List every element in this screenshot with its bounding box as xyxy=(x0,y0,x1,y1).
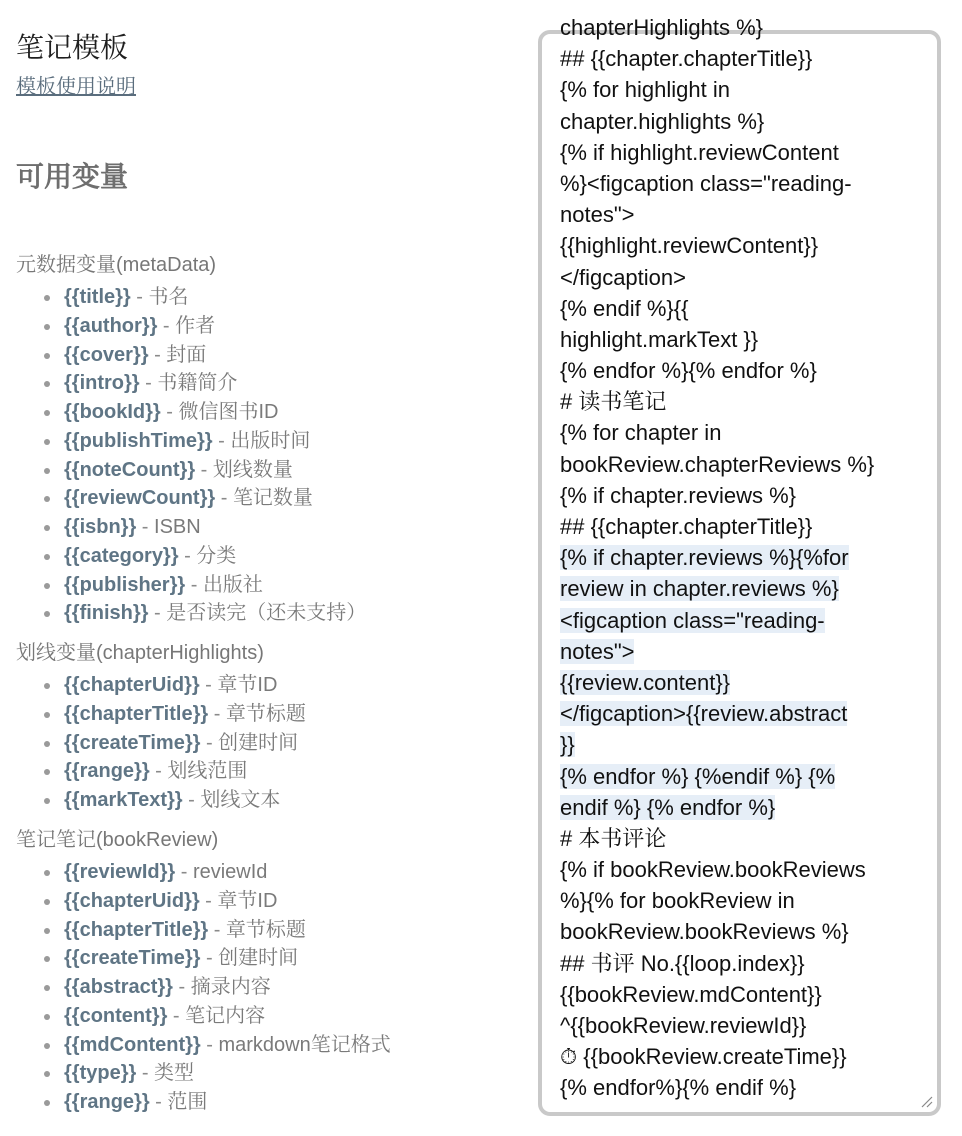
editor-line xyxy=(560,511,927,542)
selected-text: {{review.content}} xyxy=(560,669,731,695)
editor-line xyxy=(560,761,927,792)
editor-line xyxy=(560,573,927,604)
variable-item xyxy=(16,916,391,945)
variable-item xyxy=(16,1031,391,1060)
template-editor-content[interactable] xyxy=(560,12,927,1104)
variable-separator: - xyxy=(200,947,219,970)
editor-line xyxy=(560,542,927,573)
editor-line xyxy=(560,293,927,324)
metadata-variable-list xyxy=(16,283,366,628)
available-variables-heading: 可用变量 xyxy=(16,161,129,192)
variable-separator: - xyxy=(212,429,231,452)
variable-item xyxy=(16,1059,391,1088)
variable-separator: - xyxy=(148,602,167,625)
variable-item xyxy=(16,944,391,973)
editor-line-text: bookReview.chapterReviews %} xyxy=(560,451,875,477)
variable-description: 分类 xyxy=(196,544,237,567)
template-editor[interactable] xyxy=(538,15,941,1116)
variable-item xyxy=(16,484,366,513)
variable-item xyxy=(16,973,391,1002)
editor-line-text: # 本书评论 xyxy=(560,825,667,851)
editor-line xyxy=(560,1041,927,1072)
editor-line xyxy=(560,417,927,448)
editor-line-text: ## {{chapter.chapterTitle}} xyxy=(560,46,813,72)
editor-line-text: {% if bookReview.bookReviews xyxy=(560,857,866,883)
variable-separator: - xyxy=(149,1091,168,1113)
variable-description: 创建时间 xyxy=(218,947,299,970)
variable-description: 书籍简介 xyxy=(157,372,238,395)
variable-separator: - xyxy=(208,702,226,725)
selected-text: {% if chapter.reviews %}{%for xyxy=(560,545,849,571)
variable-description: 章节ID xyxy=(217,674,278,696)
selected-text: <figcaption class="reading- xyxy=(560,607,825,633)
variable-name: {{isbn}} xyxy=(64,516,137,538)
variable-name: {{chapterTitle}} xyxy=(64,918,209,941)
editor-line-text: ^{{bookReview.reviewId}} xyxy=(560,1013,807,1038)
editor-line-text: %}<figcaption class="reading- xyxy=(560,170,852,196)
editor-line xyxy=(560,199,927,230)
variable-item xyxy=(16,887,391,916)
variable-separator: - xyxy=(199,889,218,912)
editor-line-text: %}{% for bookReview in xyxy=(560,888,795,914)
variable-description: 是否读完（还未支持） xyxy=(166,602,367,625)
variable-name: {{chapterTitle}} xyxy=(64,702,209,725)
variable-separator: - xyxy=(215,487,233,510)
variable-description: 划线数量 xyxy=(212,458,293,481)
bookreview-group-title: 笔记笔记(bookReview) xyxy=(16,829,219,851)
resize-handle-icon[interactable] xyxy=(919,1094,933,1108)
variable-description: 章节标题 xyxy=(225,918,306,941)
variable-name: {{mdContent}} xyxy=(64,1033,201,1056)
variable-item xyxy=(16,1002,391,1031)
variable-separator: - xyxy=(185,573,203,596)
bookreview-variable-list xyxy=(16,858,391,1117)
variable-separator: - xyxy=(199,674,218,696)
editor-line xyxy=(560,168,927,199)
editor-line-text: bookReview.bookReviews %} xyxy=(560,919,849,945)
variable-item xyxy=(16,858,391,887)
variable-separator: - xyxy=(139,372,158,395)
editor-line xyxy=(560,1072,927,1103)
editor-line-text: highlight.markText }} xyxy=(560,326,759,352)
variable-description: markdown笔记格式 xyxy=(218,1033,391,1056)
variable-separator: - xyxy=(157,314,176,337)
editor-line xyxy=(560,386,927,417)
variable-name: {{createTime}} xyxy=(64,947,201,970)
variable-item xyxy=(16,786,306,815)
variable-separator: - xyxy=(208,918,226,941)
variable-item xyxy=(16,542,366,571)
variable-name: {{bookId}} xyxy=(64,401,161,423)
editor-line xyxy=(560,948,927,979)
editor-line-text: {% for highlight in xyxy=(560,77,730,103)
variable-item xyxy=(16,571,366,600)
editor-line-text: {% endfor%}{% endif %} xyxy=(560,1075,797,1101)
variable-description: reviewId xyxy=(192,861,268,883)
variable-name: {{finish}} xyxy=(64,602,149,625)
variable-description: 划线文本 xyxy=(200,789,281,811)
variable-name: {{reviewCount}} xyxy=(64,487,216,510)
variable-description: 划线范围 xyxy=(167,760,248,783)
metadata-group-title: 元数据变量(metaData) xyxy=(16,254,217,276)
variable-name: {{chapterUid}} xyxy=(64,674,200,696)
editor-line-text: {{bookReview.mdContent}} xyxy=(560,981,822,1007)
editor-line-text: chapter.highlights %} xyxy=(560,108,765,134)
editor-line xyxy=(560,823,927,854)
editor-line-text: chapterHighlights %} xyxy=(560,15,764,40)
variable-description: 作者 xyxy=(175,314,216,337)
variable-name: {{intro}} xyxy=(64,372,140,395)
variable-item xyxy=(16,513,366,542)
editor-line xyxy=(560,979,927,1010)
editor-line xyxy=(560,480,927,511)
variable-description: 微信图书ID xyxy=(178,401,279,423)
variable-separator: - xyxy=(200,731,219,754)
variable-item xyxy=(16,341,366,370)
selected-text: {% endfor %} {%endif %} {% xyxy=(560,763,836,789)
variable-name: {{title}} xyxy=(64,286,131,308)
editor-line xyxy=(560,449,927,480)
variable-separator: - xyxy=(136,516,155,538)
selected-text: review in chapter.reviews %} xyxy=(560,576,839,602)
variable-description: 出版时间 xyxy=(230,429,311,452)
variable-description: 范围 xyxy=(167,1091,208,1113)
variable-name: {{author}} xyxy=(64,314,158,337)
variable-description: 摘录内容 xyxy=(190,976,271,998)
editor-line xyxy=(560,324,927,355)
variable-separator: - xyxy=(149,760,168,783)
variable-description: 笔记内容 xyxy=(185,1004,266,1027)
variable-name: {{range}} xyxy=(64,760,150,783)
variable-name: {{markText}} xyxy=(64,789,183,811)
editor-line xyxy=(560,106,927,137)
variable-separator: - xyxy=(175,861,193,883)
selected-text: }} xyxy=(560,732,575,758)
variable-description: 笔记数量 xyxy=(232,487,313,510)
variable-description: 封面 xyxy=(166,343,207,366)
variables-panel xyxy=(16,0,516,1136)
variable-item xyxy=(16,427,366,456)
variable-name: {{range}} xyxy=(64,1091,150,1113)
variable-separator: - xyxy=(172,976,191,998)
variable-description: 出版社 xyxy=(202,573,263,596)
editor-line-text: {% for chapter in xyxy=(560,420,722,446)
variable-separator: - xyxy=(148,343,167,366)
variable-item xyxy=(16,369,366,398)
variable-item xyxy=(16,599,366,628)
variable-separator: - xyxy=(178,544,197,567)
editor-line xyxy=(560,729,927,760)
variable-name: {{chapterUid}} xyxy=(64,889,200,912)
editor-line xyxy=(560,792,927,823)
editor-line xyxy=(560,605,927,636)
variable-description: 类型 xyxy=(154,1062,195,1085)
variable-description: 创建时间 xyxy=(218,731,299,754)
editor-line xyxy=(560,43,927,74)
variable-separator: - xyxy=(200,1033,219,1056)
editor-line-text: notes"> xyxy=(560,202,635,228)
variable-name: {{createTime}} xyxy=(64,731,201,754)
page-title: 笔记模板 xyxy=(16,32,129,63)
selected-text: notes"> xyxy=(560,638,635,664)
variable-separator: - xyxy=(195,458,213,481)
variable-item xyxy=(16,456,366,485)
variable-description: 章节ID xyxy=(217,889,278,912)
editor-line xyxy=(560,262,927,293)
variable-description: 书名 xyxy=(148,286,189,308)
editor-line-text: ## 书评 No.{{loop.index}} xyxy=(560,950,805,976)
variable-item xyxy=(16,729,306,758)
variable-item xyxy=(16,757,306,786)
editor-line xyxy=(560,667,927,698)
editor-line xyxy=(560,1010,927,1041)
editor-line xyxy=(560,355,927,386)
editor-line-text: {% endfor %}{% endfor %} xyxy=(560,358,817,384)
editor-line xyxy=(560,230,927,261)
variable-separator: - xyxy=(130,286,149,308)
selected-text: </figcaption>{{review.abstract xyxy=(560,701,848,727)
editor-line xyxy=(560,916,927,947)
variable-item xyxy=(16,1088,391,1117)
editor-line xyxy=(560,636,927,667)
variable-name: {{cover}} xyxy=(64,343,149,366)
editor-line-text: # 读书笔记 xyxy=(560,389,667,415)
variable-separator: - xyxy=(167,1004,186,1027)
highlights-group-title: 划线变量(chapterHighlights) xyxy=(16,642,264,664)
editor-line-text: {% endif %}{{ xyxy=(560,295,689,321)
selected-text: endif %} {% endfor %} xyxy=(560,794,776,820)
variable-name: {{publisher}} xyxy=(64,573,186,596)
editor-line xyxy=(560,885,927,916)
variable-name: {{content}} xyxy=(64,1004,168,1027)
editor-line xyxy=(560,74,927,105)
editor-line-text: ⏱ {{bookReview.createTime}} xyxy=(560,1044,847,1070)
variable-name: {{reviewId}} xyxy=(64,861,176,883)
variable-item xyxy=(16,283,366,312)
editor-line-text: {% if highlight.reviewContent xyxy=(560,139,839,165)
variable-separator: - xyxy=(182,789,201,811)
variable-item xyxy=(16,671,306,700)
variable-description: 章节标题 xyxy=(225,702,306,725)
variable-item xyxy=(16,700,306,729)
variable-item xyxy=(16,312,366,341)
variable-description: ISBN xyxy=(154,516,201,538)
editor-line xyxy=(560,854,927,885)
highlights-variable-list xyxy=(16,671,306,815)
editor-line-text: {{highlight.reviewContent}} xyxy=(560,233,819,259)
variable-separator: - xyxy=(136,1062,155,1085)
variable-name: {{category}} xyxy=(64,544,179,567)
template-help-link[interactable]: 模板使用说明 xyxy=(16,76,136,98)
variable-name: {{noteCount}} xyxy=(64,458,196,481)
variable-item xyxy=(16,398,366,427)
editor-line xyxy=(560,12,927,43)
editor-line xyxy=(560,698,927,729)
variable-separator: - xyxy=(160,401,179,423)
editor-line-text: </figcaption> xyxy=(560,264,686,290)
editor-line xyxy=(560,137,927,168)
variable-name: {{publishTime}} xyxy=(64,429,213,452)
editor-line-text: ## {{chapter.chapterTitle}} xyxy=(560,514,813,539)
variable-name: {{type}} xyxy=(64,1062,137,1085)
variable-name: {{abstract}} xyxy=(64,976,173,998)
editor-line-text: {% if chapter.reviews %} xyxy=(560,482,797,508)
